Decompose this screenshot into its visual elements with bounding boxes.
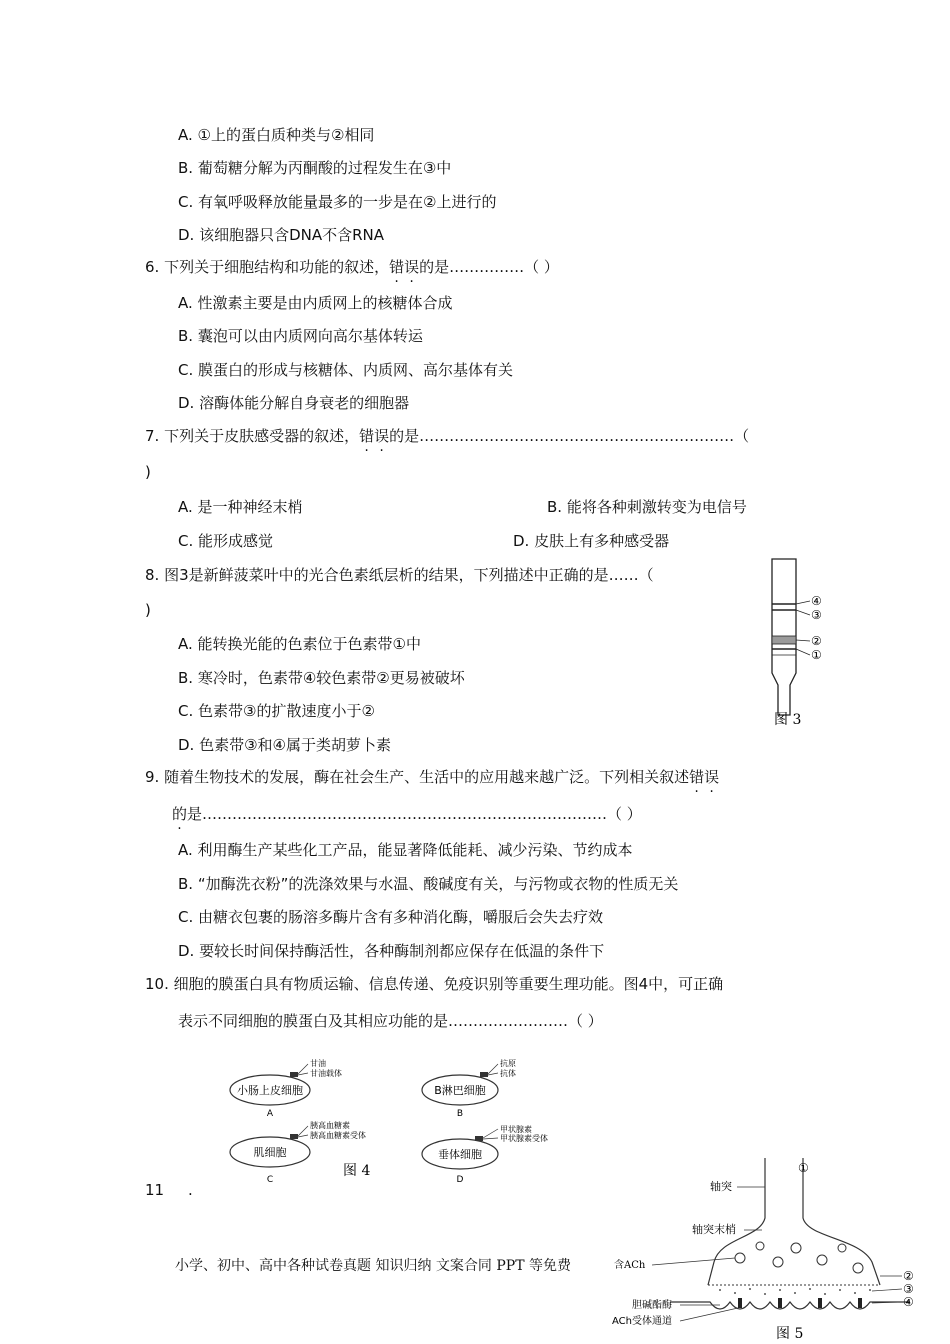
q6-option-a: A. 性激素主要是由内质网上的核糖体合成 bbox=[178, 294, 453, 312]
q6-option-d: D. 溶酶体能分解自身衰老的细胞器 bbox=[178, 394, 410, 412]
vesicle bbox=[817, 1255, 827, 1265]
q10-stem-line2: 表示不同细胞的膜蛋白及其相应功能的是……………………（ ） bbox=[178, 1012, 603, 1030]
receptor-channel bbox=[858, 1298, 862, 1308]
emphasis-mark: 错 bbox=[689, 768, 705, 786]
cell-c-name: 肌细胞 bbox=[253, 1146, 287, 1159]
band-label-4: ④ bbox=[811, 594, 822, 608]
synaptic-cleft-transmitters bbox=[719, 1288, 871, 1295]
vesicle bbox=[756, 1242, 764, 1250]
receptor-channel bbox=[818, 1298, 822, 1308]
q9-option-a: A. 利用酶生产某些化工产品，能显著降低能耗、减少污染、节约成本 bbox=[178, 841, 633, 859]
q9-option-c: C. 由糖衣包裹的肠溶多酶片含有多种消化酶，嚼服后会失去疗效 bbox=[178, 908, 604, 926]
mark-4: ④ bbox=[903, 1295, 914, 1309]
q7-close-paren: ) bbox=[145, 463, 151, 481]
q7-option-c: C. 能形成感觉 bbox=[178, 532, 274, 550]
q8-option-b: B. 寒冷时，色素带④较色素带②更易被破坏 bbox=[178, 669, 465, 687]
footer-watermark: 小学、初中、高中各种试卷真题 知识归纳 文案合同 PPT 等免费 bbox=[175, 1258, 571, 1274]
cell-c-bottom-label: 胰高血糖素受体 bbox=[310, 1131, 366, 1140]
emphasis-mark: 误 bbox=[704, 768, 720, 786]
mark-2: ② bbox=[903, 1269, 914, 1283]
emphasis-mark: 误 bbox=[404, 258, 420, 276]
q9-stem: 9. 随着生物技术的发展，酶在社会生产、生活中的应用越来越广泛。下列相关叙述错误 bbox=[145, 768, 720, 786]
cell-a-protein bbox=[290, 1072, 298, 1077]
figure-3-chromatography bbox=[760, 555, 840, 735]
q11-dot: . bbox=[188, 1181, 193, 1199]
figure-5-synapse bbox=[610, 1150, 930, 1344]
figure-4-caption: 图 4 bbox=[343, 1163, 371, 1179]
q8-close-paren: ) bbox=[145, 601, 151, 619]
figure-3-caption: 图 3 bbox=[774, 712, 802, 728]
emphasis-mark: 错 bbox=[359, 427, 375, 445]
figure-4-membrane-proteins bbox=[215, 1048, 585, 1190]
mark-1: ① bbox=[798, 1161, 809, 1175]
label-ach: 含ACh bbox=[614, 1260, 646, 1271]
q9-option-d: D. 要较长时间保持酶活性，各种酶制剂都应保存在低温的条件下 bbox=[178, 942, 605, 960]
cell-a-name: 小肠上皮细胞 bbox=[237, 1084, 303, 1097]
cell-d-protein bbox=[475, 1136, 483, 1141]
emphasis-mark: 错 bbox=[389, 258, 405, 276]
axon-right-wall bbox=[803, 1158, 880, 1285]
q10-stem-line1: 10. 细胞的膜蛋白具有物质运输、信息传递、免疫识别等重要生理功能。图4中，可正确 bbox=[145, 975, 724, 993]
cell-b-name: B淋巴细胞 bbox=[434, 1084, 486, 1097]
cell-b bbox=[422, 1058, 516, 1119]
cell-d-letter: D bbox=[456, 1175, 464, 1185]
vesicle bbox=[791, 1243, 801, 1253]
q7-option-d: D. 皮肤上有多种感受器 bbox=[513, 532, 670, 550]
q6-stem: 6. 下列关于细胞结构和功能的叙述，错误的是……………（ ） bbox=[145, 258, 559, 276]
q6-option-b: B. 囊泡可以由内质网向高尔基体转运 bbox=[178, 327, 423, 345]
figure-5-caption: 图 5 bbox=[776, 1326, 804, 1342]
cell-c-top-label: 胰高血糖素 bbox=[310, 1121, 350, 1130]
q5-option-c: C. 有氧呼吸释放能量最多的一步是在②上进行的 bbox=[178, 193, 497, 211]
emphasis-mark: 的 bbox=[172, 805, 188, 823]
cell-d-bottom-label: 甲状腺素受体 bbox=[500, 1134, 548, 1143]
cell-a bbox=[230, 1058, 342, 1119]
cell-c-protein bbox=[290, 1134, 298, 1139]
q8-option-d: D. 色素带③和④属于类胡萝卜素 bbox=[178, 736, 391, 754]
vesicle bbox=[838, 1244, 846, 1252]
cell-b-top-label: 抗原 bbox=[500, 1059, 516, 1068]
receptor-channel bbox=[778, 1298, 782, 1308]
q5-option-b: B. 葡萄糖分解为丙酮酸的过程发生在③中 bbox=[178, 159, 452, 177]
cell-b-letter: B bbox=[456, 1109, 464, 1119]
cell-d-name: 垂体细胞 bbox=[438, 1148, 482, 1161]
band-label-1: ① bbox=[811, 648, 822, 662]
q6-option-c: C. 膜蛋白的形成与核糖体、内质网、高尔基体有关 bbox=[178, 361, 514, 379]
q8-option-c: C. 色素带③的扩散速度小于② bbox=[178, 702, 375, 720]
q8-option-a: A. 能转换光能的色素位于色素带①中 bbox=[178, 635, 421, 653]
cell-b-protein bbox=[480, 1072, 488, 1077]
q5-option-d: D. 该细胞器只含DNA不含RNA bbox=[178, 226, 385, 244]
vesicle bbox=[853, 1263, 863, 1273]
cell-c-letter: C bbox=[266, 1175, 274, 1185]
cell-d-top-label: 甲状腺素 bbox=[500, 1125, 532, 1134]
label-axon: 轴突 bbox=[710, 1180, 732, 1193]
mark-3: ③ bbox=[903, 1282, 914, 1296]
cell-b-bottom-label: 抗体 bbox=[500, 1069, 516, 1078]
cell-d bbox=[422, 1124, 548, 1185]
receptor-channel bbox=[738, 1298, 742, 1308]
emphasis-mark: 误 bbox=[374, 427, 390, 445]
axon-left-wall bbox=[708, 1158, 765, 1285]
cell-a-bottom-label: 甘油载体 bbox=[310, 1069, 342, 1078]
q7-stem: 7. 下列关于皮肤感受器的叙述，错误的是………………………………………………………（ bbox=[145, 427, 750, 445]
band-label-3: ③ bbox=[811, 608, 822, 622]
vesicle bbox=[773, 1257, 783, 1267]
vesicle bbox=[735, 1253, 745, 1263]
label-ach-receptor: ACh受体通道 bbox=[612, 1316, 672, 1327]
band-label-2: ② bbox=[811, 634, 822, 648]
cell-a-top-label: 甘油 bbox=[310, 1059, 326, 1068]
q7-option-a: A. 是一种神经末梢 bbox=[178, 498, 303, 516]
cell-a-letter: A bbox=[266, 1109, 274, 1119]
label-cholinesterase: 胆碱酯酶 bbox=[632, 1300, 672, 1311]
label-axon-terminal: 轴突末梢 bbox=[692, 1223, 736, 1236]
band-2 bbox=[772, 636, 796, 644]
q7-option-b: B. 能将各种刺激转变为电信号 bbox=[547, 498, 747, 516]
q9-option-b: B. “加酶洗衣粉”的洗涤效果与水温、酸碱度有关，与污物或衣物的性质无关 bbox=[178, 875, 679, 893]
q5-option-a: A. ①上的蛋白质种类与②相同 bbox=[178, 126, 375, 144]
q11-number: 11 bbox=[145, 1181, 165, 1199]
q8-stem: 8. 图3是新鲜菠菜叶中的光合色素纸层析的结果，下列描述中正确的是……（ bbox=[145, 566, 654, 584]
q9-stem-line2: 的是………………………………………………………………………（ ） bbox=[172, 805, 642, 823]
